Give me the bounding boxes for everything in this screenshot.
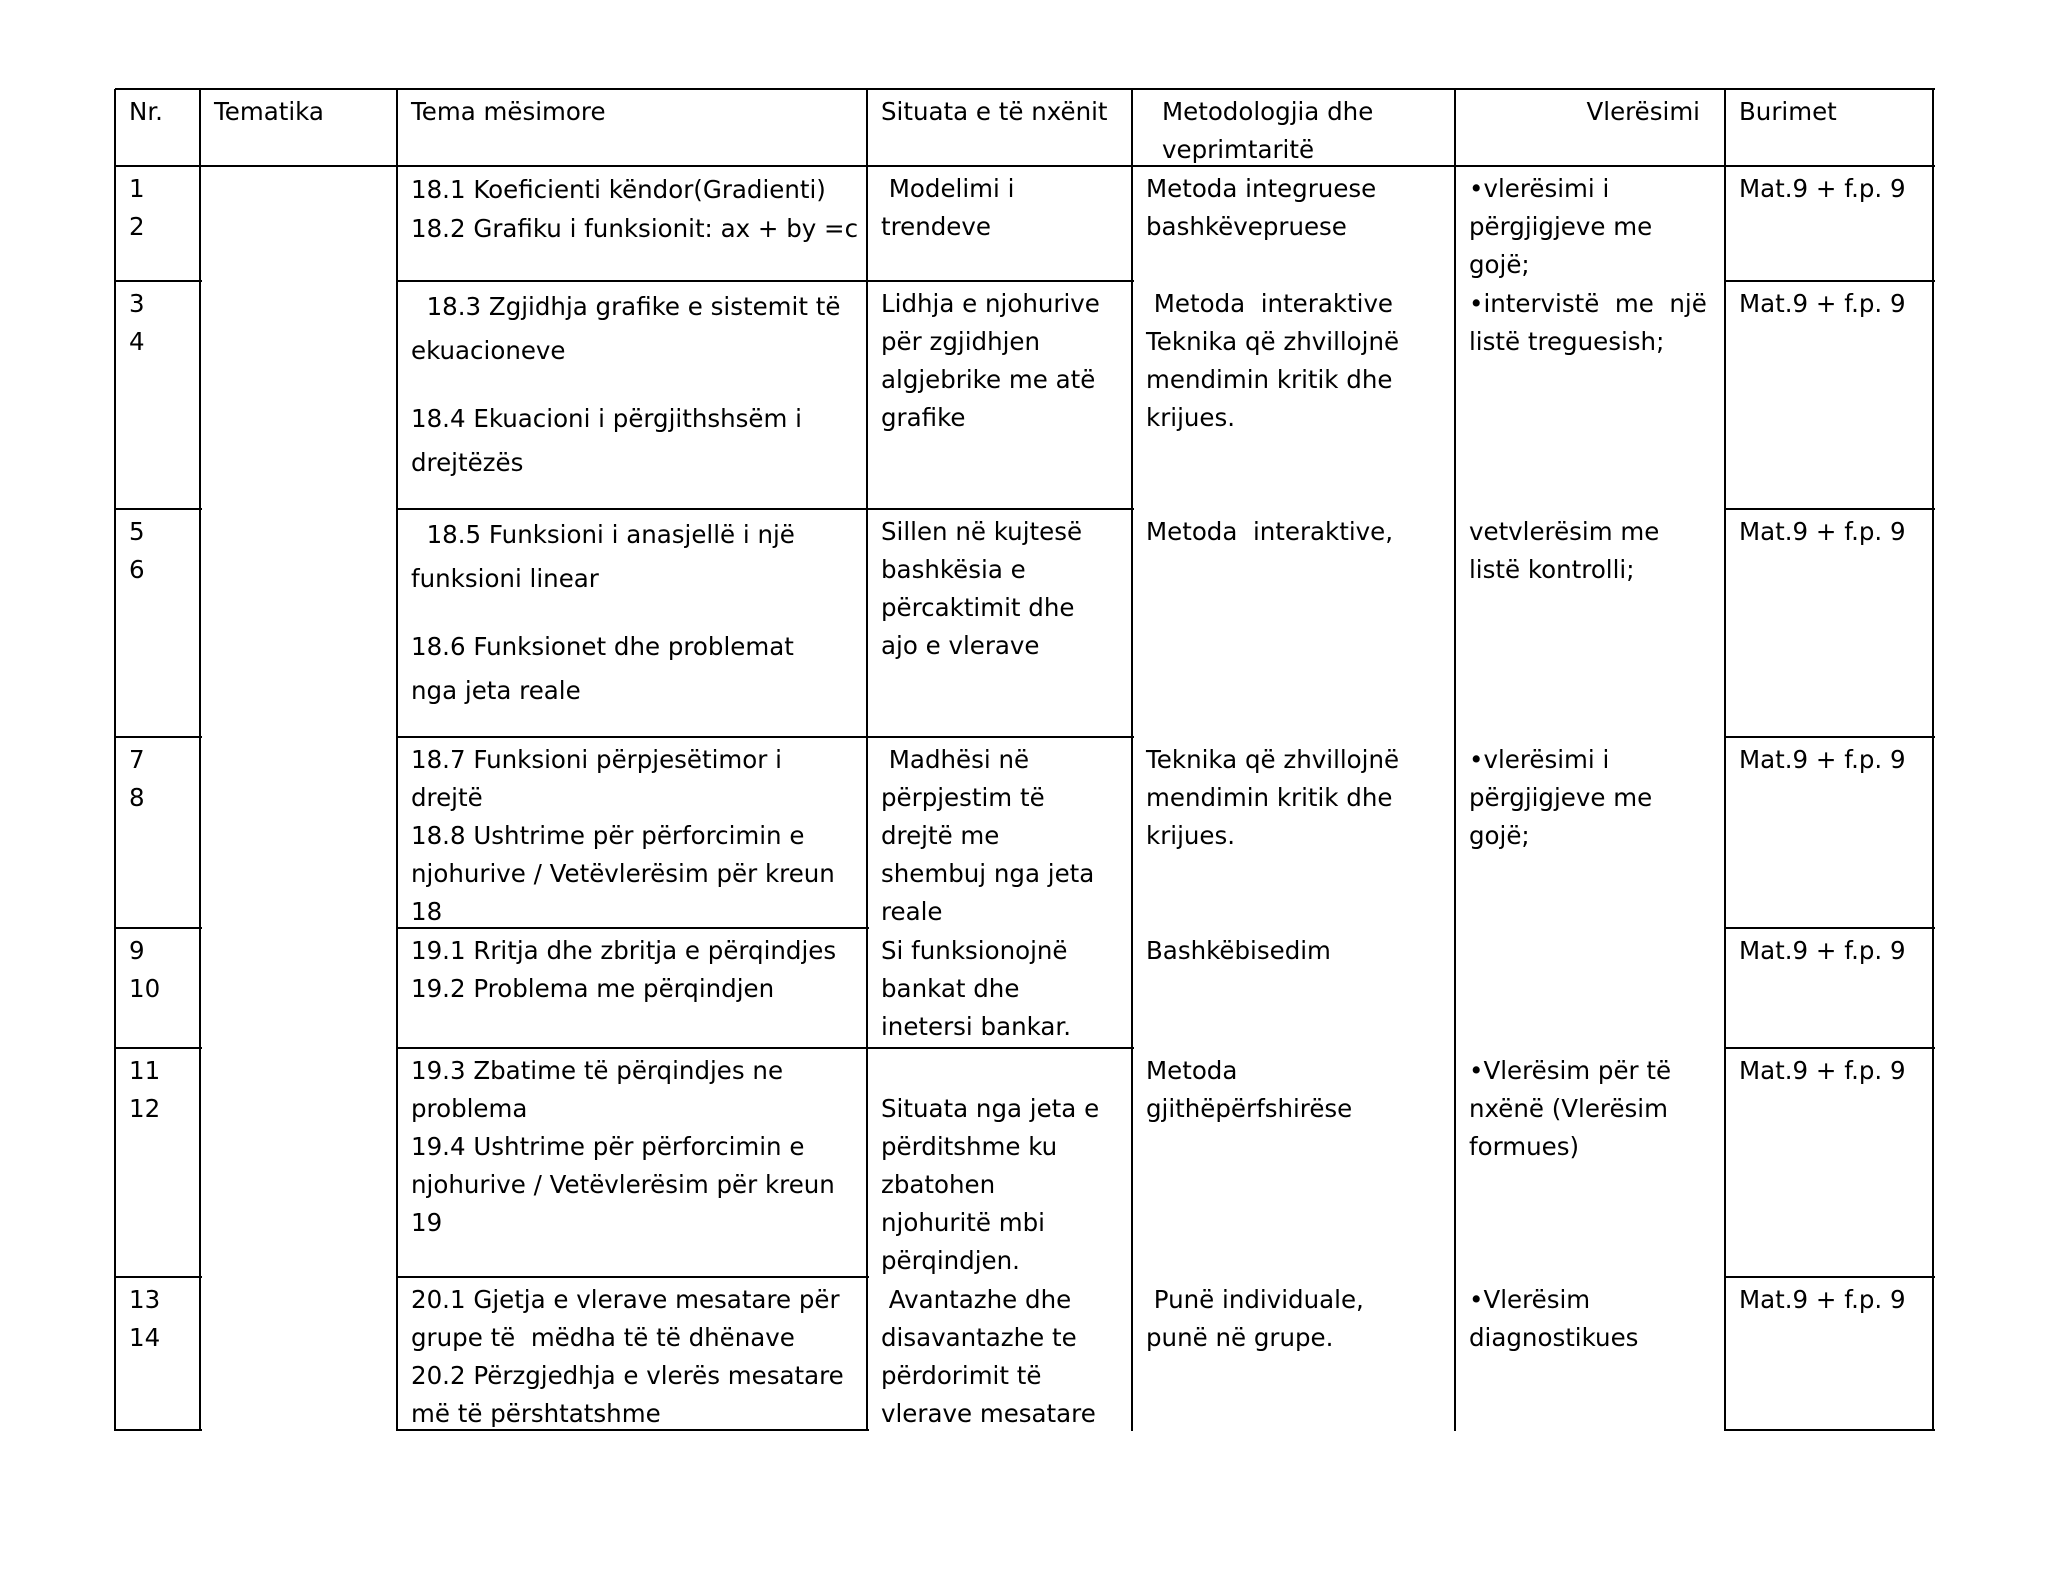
row-7-burimet-line: Mat.9 + f.p. 9	[1739, 1285, 1906, 1314]
row-1-vleresimi-line: gojë;	[1469, 250, 1530, 279]
row-7-situata-line: Avantazhe dhe	[881, 1285, 1072, 1314]
row-border	[115, 1276, 202, 1278]
row-5-situata-line: inetersi bankar.	[881, 1012, 1071, 1041]
row-2-situata-line: algjebrike me atë	[881, 365, 1096, 394]
row-7-situata-line: vlerave mesatare	[881, 1399, 1096, 1428]
row-5-tema-line: 19.2 Problema me përqindjen	[411, 974, 775, 1003]
row-4-tema	[411, 741, 835, 931]
row-4-burimet-line: Mat.9 + f.p. 9	[1739, 745, 1906, 774]
column-border	[199, 166, 201, 1431]
row-3-burimet-line: Mat.9 + f.p. 9	[1739, 517, 1906, 546]
row-6-tema-line: problema	[411, 1094, 528, 1123]
row-border	[1725, 927, 1935, 929]
row-6-nr-line: 11	[129, 1056, 161, 1085]
table-top-border	[115, 88, 1935, 90]
row-5-nr-line: 10	[129, 974, 161, 1003]
column-border	[1724, 166, 1726, 1431]
row-4-metodologjia-line: mendimin kritik dhe	[1146, 783, 1393, 812]
row-4-tema-line: njohurive / Vetëvlerësim për kreun	[411, 859, 835, 888]
row-1-vleresimi-line: përgjigjeve me	[1469, 212, 1653, 241]
row-7-vleresimi-line: •Vlerësim	[1469, 1285, 1591, 1314]
row-3-situata-line: bashkësia e	[881, 555, 1026, 584]
row-7-situata-line: disavantazhe te	[881, 1323, 1077, 1352]
row-4-tema-line: drejtë	[411, 783, 483, 812]
row-2-metodologjia-line: Metoda interaktive	[1146, 289, 1394, 318]
row-3-situata-line: përcaktimit dhe	[881, 593, 1075, 622]
header-column-border	[1131, 89, 1133, 167]
row-3-tema-line: 18.6 Funksionet dhe problemat	[411, 632, 794, 661]
row-7-tema-line: 20.1 Gjetja e vlerave mesatare për	[411, 1285, 840, 1314]
row-2-metodologjia-line: mendimin kritik dhe	[1146, 365, 1393, 394]
row-4-situata	[881, 741, 1094, 931]
row-2-nr	[129, 285, 145, 361]
row-7-metodologjia-line: punë në grupe.	[1146, 1323, 1334, 1352]
row-6-nr-line: 12	[129, 1094, 161, 1123]
row-5-situata	[881, 932, 1071, 1046]
row-3-vleresimi-line: listë kontrolli;	[1469, 555, 1635, 584]
row-7-nr-line: 14	[129, 1323, 161, 1352]
header-metodologjia-line: veprimtaritë	[1162, 135, 1315, 164]
row-1-burimet	[1739, 170, 1906, 208]
row-3-tema-line: funksioni linear	[411, 564, 599, 593]
row-1-vleresimi	[1469, 170, 1652, 284]
row-3-tema-line: 18.5 Funksioni i anasjellë i një	[411, 520, 795, 549]
table-bottom-border	[115, 1429, 202, 1431]
row-border	[115, 280, 202, 282]
row-3-tema	[411, 513, 795, 713]
row-5-nr-line: 9	[129, 936, 145, 965]
row-border	[397, 1047, 869, 1049]
row-1-situata-line: trendeve	[881, 212, 991, 241]
row-1-burimet-line: Mat.9 + f.p. 9	[1739, 174, 1906, 203]
row-6-situata-line: zbatohen	[881, 1170, 996, 1199]
row-1-nr	[129, 170, 145, 246]
row-2-nr-line: 4	[129, 327, 145, 356]
row-border	[115, 1047, 202, 1049]
row-6-vleresimi-line: nxënë (Vlerësim	[1469, 1094, 1668, 1123]
row-2-tema-line: ekuacioneve	[411, 336, 566, 365]
row-7-nr	[129, 1281, 160, 1357]
row-4-vleresimi	[1469, 741, 1652, 855]
row-7-tema	[411, 1281, 844, 1433]
row-5-burimet-line: Mat.9 + f.p. 9	[1739, 936, 1906, 965]
row-border	[1725, 508, 1935, 510]
row-3-situata-line: Sillen në kujtesë	[881, 517, 1083, 546]
row-6-situata	[881, 1090, 1099, 1280]
row-2-nr-line: 3	[129, 289, 145, 318]
row-7-metodologjia	[1146, 1281, 1364, 1357]
row-6-situata-line: përditshme ku	[881, 1132, 1058, 1161]
row-2-tema	[411, 285, 840, 485]
row-1-nr-line: 1	[129, 174, 145, 203]
row-5-nr	[129, 932, 160, 1008]
row-6-tema-line: njohurive / Vetëvlerësim për kreun	[411, 1170, 835, 1199]
header-tematika-line: Tematika	[214, 97, 324, 126]
row-1-tema-line: 18.2 Grafiku i funksionit: ax + by =c	[411, 214, 859, 243]
column-border	[1932, 166, 1934, 1431]
row-1-situata	[881, 170, 1014, 246]
row-6-burimet-line: Mat.9 + f.p. 9	[1739, 1056, 1906, 1085]
row-6-tema-line: 19.3 Zbatime të përqindjes ne	[411, 1056, 784, 1085]
header-burimet-line: Burimet	[1739, 97, 1837, 126]
row-6-metodologjia	[1146, 1052, 1352, 1128]
row-4-situata-line: shembuj nga jeta	[881, 859, 1095, 888]
row-1-situata-line: Modelimi i	[881, 174, 1015, 203]
row-3-burimet	[1739, 513, 1906, 551]
row-border	[1725, 1047, 1935, 1049]
header-column-border	[199, 89, 201, 167]
row-3-tema-line: nga jeta reale	[411, 676, 581, 705]
header-metodologjia-line: Metodologjia dhe	[1162, 97, 1374, 126]
header-tema-mesimore-line: Tema mësimore	[411, 97, 606, 126]
row-7-metodologjia-line: Punë individuale,	[1146, 1285, 1364, 1314]
row-border	[397, 508, 869, 510]
header-situata-line: Situata e të nxënit	[881, 97, 1108, 126]
row-border	[867, 736, 1134, 738]
header-column-border	[396, 89, 398, 167]
column-border	[1454, 166, 1456, 1431]
table-bottom-border	[1725, 1429, 1935, 1431]
row-6-vleresimi-line: formues)	[1469, 1132, 1580, 1161]
row-6-metodologjia-line: gjithëpërfshirëse	[1146, 1094, 1353, 1123]
row-3-vleresimi-line: vetvlerësim me	[1469, 517, 1660, 546]
row-4-nr-line: 8	[129, 783, 145, 812]
row-7-vleresimi	[1469, 1281, 1638, 1357]
row-2-vleresimi-line: •intervistë me një	[1469, 289, 1707, 318]
row-5-tema-line: 19.1 Rritja dhe zbritja e përqindjes	[411, 936, 837, 965]
header-column-border	[114, 89, 116, 167]
row-7-situata-line: përdorimit të	[881, 1361, 1042, 1390]
row-6-situata-line: njohuritë mbi	[881, 1208, 1045, 1237]
row-border	[1725, 736, 1935, 738]
row-6-nr	[129, 1052, 160, 1128]
row-3-nr-line: 5	[129, 517, 145, 546]
row-4-nr	[129, 741, 145, 817]
row-2-burimet-line: Mat.9 + f.p. 9	[1739, 289, 1906, 318]
row-2-situata	[881, 285, 1100, 437]
header-burimet	[1739, 93, 1837, 131]
row-1-metodologjia-line: Metoda integruese	[1146, 174, 1377, 203]
row-2-situata-line: Lidhja e njohurive	[881, 289, 1100, 318]
row-1-vleresimi-line: •vlerësimi i	[1469, 174, 1610, 203]
row-2-vleresimi-line: listë treguesish;	[1469, 327, 1665, 356]
row-4-vleresimi-line: përgjigjeve me	[1469, 783, 1653, 812]
row-3-metodologjia	[1146, 513, 1393, 551]
row-2-tema-line: 18.3 Zgjidhja grafike e sistemit të	[411, 292, 841, 321]
row-1-metodologjia-line: bashkëvepruese	[1146, 212, 1347, 241]
row-6-tema-line: 19	[411, 1208, 443, 1237]
row-3-situata	[881, 513, 1082, 665]
row-border	[867, 1047, 1134, 1049]
row-5-burimet	[1739, 932, 1906, 970]
row-4-nr-line: 7	[129, 745, 145, 774]
header-bottom-border	[115, 165, 1935, 167]
row-4-tema-line: 18.8 Ushtrime për përforcimin e	[411, 821, 805, 850]
row-6-metodologjia-line: Metoda	[1146, 1056, 1238, 1085]
row-5-metodologjia	[1146, 932, 1331, 970]
row-4-situata-line: Madhësi në	[881, 745, 1030, 774]
row-5-tema	[411, 932, 836, 1008]
row-border	[397, 736, 869, 738]
row-2-metodologjia-line: krijues.	[1146, 403, 1236, 432]
row-4-vleresimi-line: gojë;	[1469, 821, 1530, 850]
row-border	[1725, 1276, 1935, 1278]
header-tema-mesimore	[411, 93, 606, 131]
column-border	[1131, 166, 1133, 1431]
row-2-metodologjia-line: Teknika që zhvillojnë	[1146, 327, 1400, 356]
row-border	[397, 280, 869, 282]
row-3-nr-line: 6	[129, 555, 145, 584]
row-4-tema-line: 18.7 Funksioni përpjesëtimor i	[411, 745, 782, 774]
row-border	[115, 736, 202, 738]
row-3-vleresimi	[1469, 513, 1659, 589]
row-2-tema-line: drejtëzës	[411, 448, 524, 477]
row-6-tema	[411, 1052, 835, 1242]
row-border	[397, 1276, 869, 1278]
row-4-situata-line: drejtë me	[881, 821, 1000, 850]
row-2-situata-line: grafike	[881, 403, 966, 432]
row-1-nr-line: 2	[129, 212, 145, 241]
row-6-vleresimi-line: •Vlerësim për të	[1469, 1056, 1672, 1085]
row-7-tema-line: më të përshtatshme	[411, 1399, 661, 1428]
column-border	[866, 166, 868, 1431]
row-2-burimet	[1739, 285, 1906, 323]
row-4-metodologjia-line: krijues.	[1146, 821, 1236, 850]
header-metodologjia	[1162, 93, 1373, 169]
row-4-situata-line: reale	[881, 897, 943, 926]
row-7-nr-line: 13	[129, 1285, 161, 1314]
header-vleresimi	[1587, 93, 1701, 131]
row-6-burimet	[1739, 1052, 1906, 1090]
row-7-burimet	[1739, 1281, 1906, 1319]
row-border	[867, 508, 1134, 510]
row-6-situata-line: përqindjen.	[881, 1246, 1020, 1275]
header-vleresimi-line: Vlerësimi	[1586, 97, 1700, 126]
header-situata	[881, 93, 1108, 131]
column-border	[396, 166, 398, 1431]
row-5-metodologjia-line: Bashkëbisedim	[1146, 936, 1331, 965]
row-4-metodologjia-line: Teknika që zhvillojnë	[1146, 745, 1400, 774]
row-2-metodologjia	[1146, 285, 1399, 437]
row-4-situata-line: përpjestim të	[881, 783, 1045, 812]
row-3-nr	[129, 513, 145, 589]
row-7-tema-line: grupe të mëdha të të dhënave	[411, 1323, 795, 1352]
header-column-border	[866, 89, 868, 167]
row-7-tema-line: 20.2 Përzgjedhja e vlerës mesatare	[411, 1361, 844, 1390]
row-border	[115, 927, 202, 929]
row-4-metodologjia	[1146, 741, 1399, 855]
row-1-tema	[411, 170, 858, 248]
row-5-situata-line: Si funksionojnë	[881, 936, 1068, 965]
header-nr-line: Nr.	[129, 97, 163, 126]
row-2-vleresimi	[1469, 285, 1707, 361]
header-tematika	[214, 93, 324, 131]
header-nr	[129, 93, 163, 131]
row-4-burimet	[1739, 741, 1906, 779]
row-3-metodologjia-line: Metoda interaktive,	[1146, 517, 1394, 546]
row-2-situata-line: për zgjidhjen	[881, 327, 1040, 356]
row-5-situata-line: bankat dhe	[881, 974, 1020, 1003]
row-7-vleresimi-line: diagnostikues	[1469, 1323, 1639, 1352]
header-column-border	[1932, 89, 1934, 167]
row-3-situata-line: ajo e vlerave	[881, 631, 1040, 660]
header-column-border	[1454, 89, 1456, 167]
row-6-tema-line: 19.4 Ushtrime për përforcimin e	[411, 1132, 805, 1161]
row-border	[867, 280, 1134, 282]
row-border	[115, 508, 202, 510]
column-border	[114, 166, 116, 1431]
row-2-tema-line: 18.4 Ekuacioni i përgjithshsëm i	[411, 404, 802, 433]
row-4-vleresimi-line: •vlerësimi i	[1469, 745, 1610, 774]
row-7-situata	[881, 1281, 1096, 1433]
header-column-border	[1724, 89, 1726, 167]
row-1-tema-line: 18.1 Koeficienti këndor(Gradienti)	[411, 175, 826, 204]
row-6-situata-line: Situata nga jeta e	[881, 1094, 1100, 1123]
row-4-tema-line: 18	[411, 897, 443, 926]
row-1-metodologjia	[1146, 170, 1376, 246]
row-border	[1725, 280, 1935, 282]
row-6-vleresimi	[1469, 1052, 1671, 1166]
